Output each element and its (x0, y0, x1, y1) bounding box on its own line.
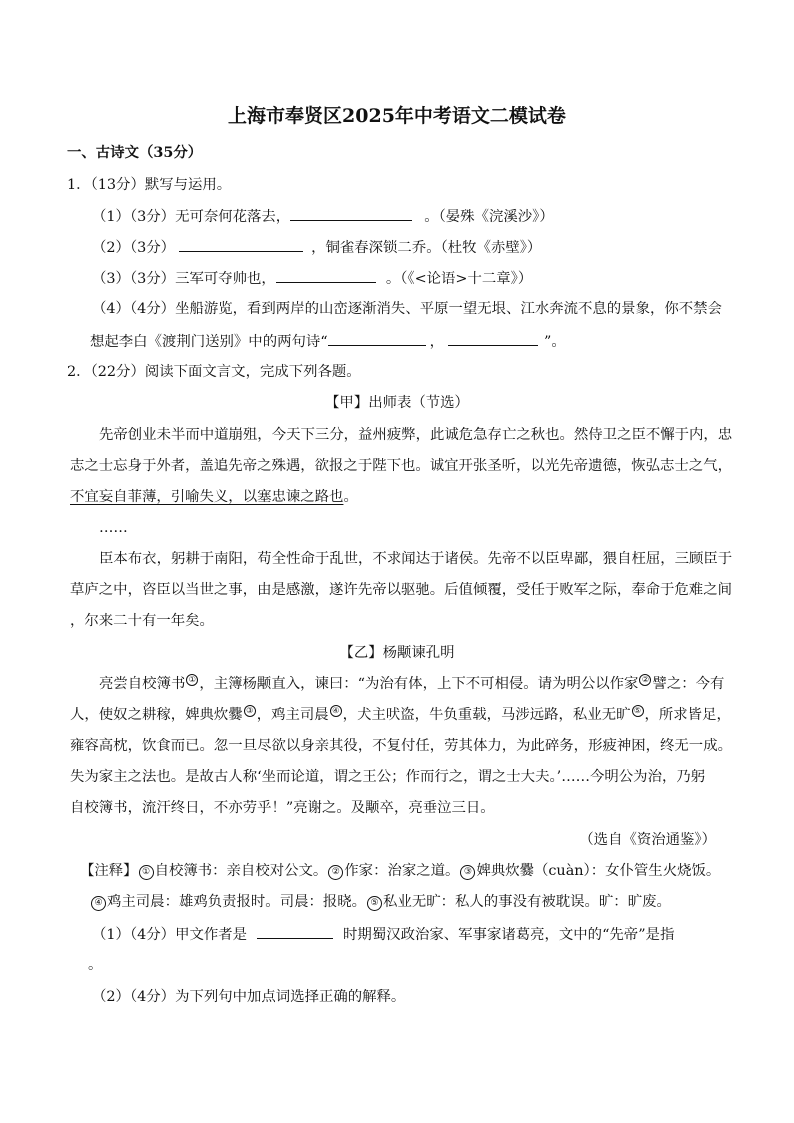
passage-yi-line-5: 自校簿书，流汗终日，不亦劳乎！”亮谢之。及颙卒，亮垂泣三日。 (70, 800, 495, 816)
note-num-1: ① (139, 865, 154, 880)
answer-blank-2[interactable] (179, 237, 303, 252)
question-1-item-2 (92, 237, 541, 258)
note-mark-4: ④ (330, 705, 342, 717)
question-2-stem: 2．（22分）阅读下面文言文，完成下列各题。 (67, 364, 361, 380)
page-title: 上海市奉贤区2025年中考语文二模试卷 (228, 105, 566, 127)
note-num-5: ⑤ (367, 896, 382, 911)
note-num-3: ③ (460, 865, 475, 880)
item-3-source: 。（《<论语>十二章》） (385, 271, 533, 287)
passage-yi-line-2 (70, 705, 731, 725)
ellipsis: …… (99, 520, 128, 536)
item-1-source: 。（晏殊《浣溪沙》） (424, 209, 554, 225)
passage-yi-title: 【乙】杨颙谏孔明 (339, 645, 455, 661)
yi-text: ，鸡主司晨 (256, 707, 329, 723)
notes-line-2 (90, 892, 671, 912)
note-num-2: ② (328, 865, 343, 880)
yi-text: 人，使奴之耕稼，婢典炊爨 (70, 707, 243, 723)
question-1-stem: 1．（13分）默写与运用。 (67, 177, 232, 193)
note-mark-1: ① (186, 674, 198, 686)
yi-text: ，犬主吠盗，牛负重载，马涉远路，私业无旷 (342, 707, 631, 723)
item-2-text: （2）（3分） (92, 240, 176, 256)
passage-jia-line-3 (70, 487, 358, 507)
quote-end: ”。 (544, 334, 566, 350)
item-1-text: （1）（3分）无可奈何花落去， (92, 209, 291, 225)
note-num-4: ④ (91, 896, 106, 911)
passage-jia-line-6: ，尔来二十有一年矣。 (70, 613, 214, 629)
notes-label: 【注释】 (80, 863, 138, 879)
item-4-text: 想起李白《渡荆门送别》中的两句诗“ (90, 334, 328, 350)
sub-question-1 (92, 924, 674, 945)
yi-text: ，主簿杨颙直入，谏曰：“为治有体，上下不可相侵。请为明公以作家 (199, 676, 639, 692)
answer-blank-5[interactable] (448, 331, 538, 346)
note-text-4: 鸡主司晨：雄鸡负责报时。司晨：报晓。 (107, 894, 367, 910)
sub-1-text-cont: 时期蜀汉政治家、军事家诸葛亮，文中的“先帝”是指 (343, 927, 675, 943)
comma: ， (429, 334, 445, 350)
note-mark-2: ② (639, 674, 651, 686)
question-1-item-4-cont (90, 331, 566, 352)
sub-question-1-end: 。 (88, 957, 103, 973)
passage-jia-line-2: 志之士忘身于外者，盖追先帝之殊遇，欲报之于陛下也。诚宜开张圣听，以光先帝遗德，恢弘志士之气， (70, 458, 732, 474)
question-1-item-4: （4）（4分）坐船游览，看到两岸的山峦逐渐消失、平原一望无垠、江水奔流不息的景象，你不禁会 (92, 301, 722, 317)
yi-text: 亮尝自校簿书 (99, 676, 186, 692)
passage-yi-line-1 (99, 674, 724, 694)
section-heading: 一、古诗文（35分） (67, 144, 203, 161)
note-text-5: 私业无旷：私人的事没有被耽误。旷：旷废。 (383, 894, 671, 910)
yi-text: ，所求皆足， (644, 707, 731, 723)
note-mark-5: ⑤ (632, 705, 644, 717)
period: 。 (343, 489, 358, 505)
passage-jia-line-4: 臣本布衣，躬耕于南阳，苟全性命于乱世，不求闻达于诸侯。先帝不以臣卑鄙，猥自枉屈，三顾臣于 (99, 551, 733, 567)
passage-jia-title: 【甲】出师表（节选） (325, 395, 469, 411)
item-3-text: （3）（3分）三军可夺帅也， (92, 271, 276, 287)
item-2-source: ，铜雀春深锁二乔。（杜牧《赤壁》） (311, 240, 542, 256)
yi-text: 譬之：今有 (652, 676, 725, 692)
passage-yi-line-4: 失为家主之法也。是故古人称‘坐而论道，谓之王公；作而行之，谓之士大夫。’……今明公为治，乃躬 (70, 769, 706, 785)
answer-blank-1[interactable] (290, 206, 412, 221)
sub-question-2: （2）（4分）为下列句中加点词选择正确的解释。 (92, 989, 406, 1005)
answer-blank-6[interactable] (257, 924, 333, 939)
note-text-2: 作家：治家之道。 (344, 863, 460, 879)
note-text-1: 自校簿书：亲自校对公文。 (154, 863, 328, 879)
question-1-item-1 (92, 206, 554, 227)
answer-blank-3[interactable] (276, 268, 376, 283)
answer-blank-4[interactable] (328, 331, 426, 346)
note-text-3: 婢典炊爨（cuàn）：女仆管生火烧饭。 (476, 863, 721, 879)
passage-jia-line-5: 草庐之中，咨臣以当世之事，由是感激，遂许先帝以驱驰。后值倾覆，受任于败军之际，奉命于危难之间 (70, 582, 732, 598)
note-mark-3: ③ (244, 705, 256, 717)
notes-line-1 (80, 861, 720, 881)
passage-yi-line-3: 雍容高枕，饮食而已。忽一旦尽欲以身亲其役，不复付任，劳其体力，为此碎务，形疲神困，终无一成。 (70, 738, 732, 754)
underlined-sentence: 不宜妄自菲薄，引喻失义，以塞忠谏之路也 (70, 489, 344, 505)
passage-jia-line-1: 先帝创业未半而中道崩殂，今天下三分，益州疲弊，此诚危急存亡之秋也。然侍卫之臣不懈于内，忠 (99, 427, 733, 443)
passage-source: （选自《资治通鉴》） (579, 832, 716, 848)
sub-1-text: （1）（4分）甲文作者是 (92, 927, 248, 943)
question-1-item-3 (92, 268, 532, 289)
